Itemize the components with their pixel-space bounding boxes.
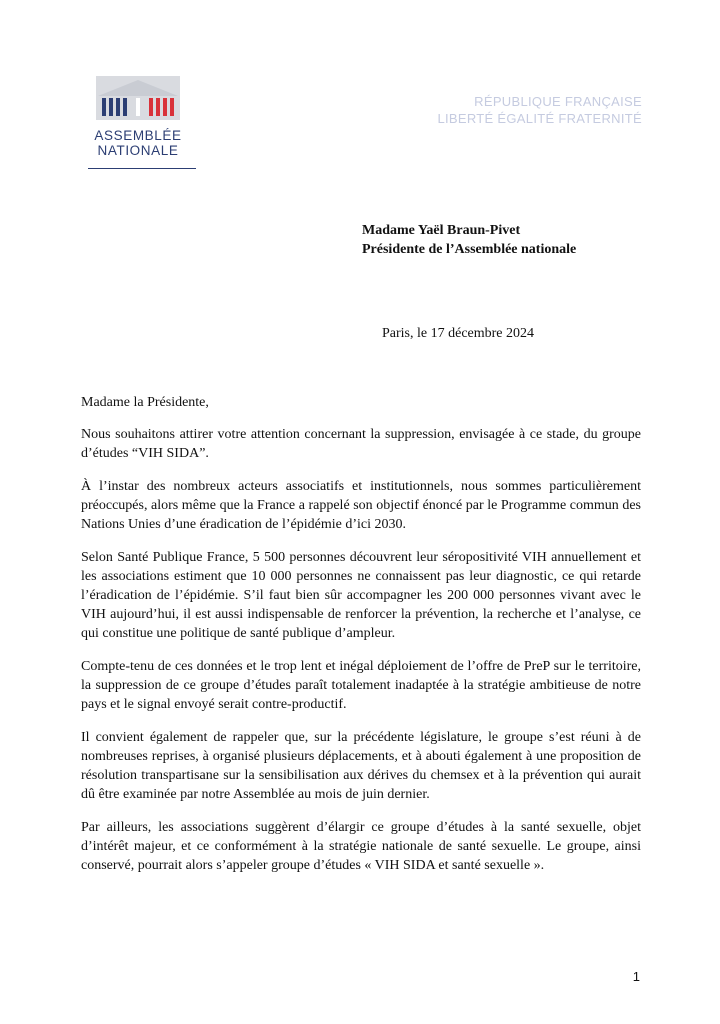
paragraph: Par ailleurs, les associations suggèrent d’élargir ce groupe d’études à la santé sexuelle, objet d’intérêt majeur, et ce conformément à la stratégie nationale de santé sexuelle. Le groupe, ainsi conservé, pourrait alors s’appeler groupe d’études « VIH SIDA et santé sexuelle ».: [81, 820, 641, 873]
assemblee-nationale-logo: [88, 76, 198, 169]
logo-line-2: NATIONALE: [97, 143, 179, 158]
paragraph: À l’instar des nombreux acteurs associatifs et institutionnels, nous sommes particulièrement préoccupés, alors même que la France a rappelé son objectif énoncé par le Programme commun des Nations Unies d’une éradication de l’épidémie d’ici 2030.: [81, 479, 641, 532]
letter-body: [81, 393, 641, 889]
hemicycle-icon: [88, 76, 188, 122]
paragraph: Il convient également de rappeler que, sur la précédente législature, le groupe s’est réuni à de nombreuses reprises, à organisé plusieurs déplacements, et à abouti également à une proposition de résolution transpartisane sur la sensibilisation aux dérives du chemsex et à la prévention qui aurait dû être examinée par notre Assemblée au mois de juin dernier.: [81, 730, 641, 802]
republique-francaise-motto: [437, 93, 642, 127]
paragraph: Selon Santé Publique France, 5 500 personnes découvrent leur séropositivité VIH annuellement et les associations estiment que 10 000 personnes ne connaissent pas leur diagnostic, ce qui retarde l’éradication de l’épidémie. S’il faut bien sûr accompagner les 200 000 personnes vivant avec le VIH aujourd’hui, il est aussi indispensable de renforcer la prévention, la recherche et l’analyse, ce qui constitue une politique de santé publique d’ampleur.: [81, 550, 641, 641]
republique-line-2: LIBERTÉ ÉGALITÉ FRATERNITÉ: [437, 111, 642, 126]
republique-line-1: RÉPUBLIQUE FRANÇAISE: [474, 94, 642, 109]
logo-line-1: ASSEMBLÉE: [94, 128, 182, 143]
recipient-title: Présidente de l’Assemblée nationale: [362, 242, 577, 257]
salutation: Madame la Présidente,: [81, 395, 209, 410]
recipient-block: [362, 221, 576, 259]
letter-date: Paris, le 17 décembre 2024: [382, 326, 535, 341]
logo-wordmark: [88, 128, 188, 158]
paragraph: Compte-tenu de ces données et le trop lent et inégal déploiement de l’offre de PreP sur le territoire, la suppression de ce groupe d’études paraît totalement inadaptée à la stratégie ambitieuse de notre pays et le signal envoyé serait contre-productif.: [81, 659, 641, 712]
paragraph: Nous souhaitons attirer votre attention concernant la suppression, envisagée à ce stade, du groupe d’études “VIH SIDA”.: [81, 427, 641, 461]
logo-underline: [88, 168, 196, 169]
page-number: 1: [632, 969, 640, 984]
recipient-name: Madame Yaël Braun-Pivet: [362, 223, 521, 238]
